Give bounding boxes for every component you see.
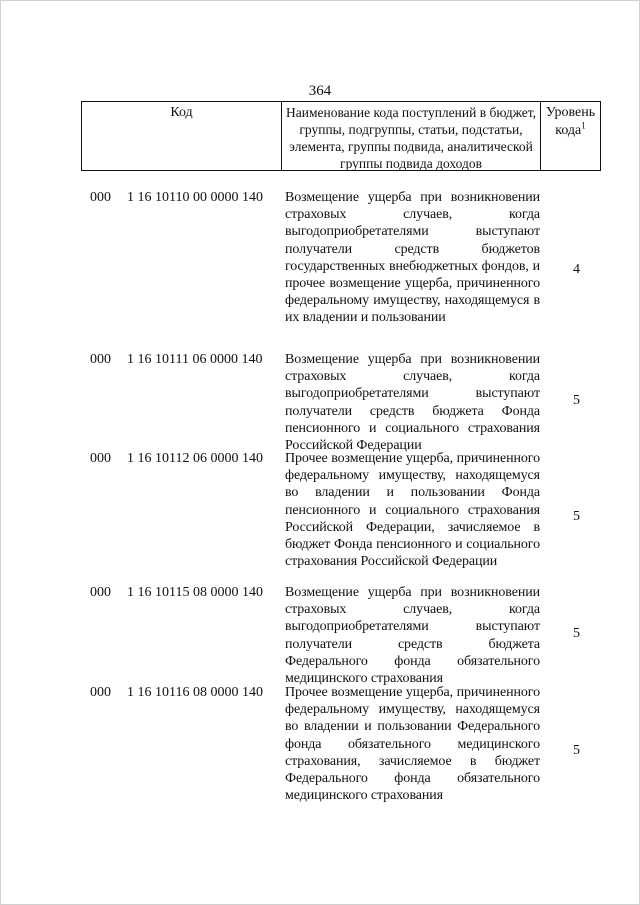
table-row	[81, 584, 601, 687]
code-cell	[81, 584, 281, 684]
admin-code: 000	[90, 190, 111, 205]
code-cell	[81, 684, 281, 818]
code-level: 5	[573, 743, 580, 758]
table-row	[81, 450, 601, 584]
header-name: Наименование кода поступлений в бюджет, группы, подгруппы, статьи, подстатьи, элемента, группы подвида, аналитической группы подвида доходов	[282, 102, 541, 170]
header-level-footnote: 1	[581, 120, 586, 131]
page-number: 364	[308, 83, 332, 99]
revenue-code: 1 16 10111 06 0000 140	[127, 352, 263, 367]
code-level: 5	[573, 509, 580, 524]
table-row	[81, 684, 601, 818]
revenue-name: Возмещение ущерба при возникновении страховых случаев, когда выгодоприобретателями выступают получатели средств бюджетов государственных внебюджетных фондов, и прочее возмещение ущерба, причиненного федеральному имуществу, находящемуся в их владении и пользовании	[285, 190, 540, 326]
revenue-name: Прочее возмещение ущерба, причиненного федеральному имуществу, находящемуся во владении и пользовании Федерального фонда обязательного медицинского страхования, зачисляемое в бюджет Федерального фонда обязательного медицинского страхования	[285, 685, 540, 804]
code-cell	[81, 351, 281, 450]
admin-code: 000	[90, 585, 111, 600]
table-body	[81, 189, 601, 818]
header-code: Код	[82, 102, 282, 170]
code-level: 5	[573, 392, 580, 408]
revenue-name: Прочее возмещение ущерба, причиненного федеральному имуществу, находящемуся во владении и пользовании Фонда пенсионного и социального страхования Российской Федерации, зачисляемое в бюджет Фонда пенсионного и социального страхования Российской Федерации	[285, 451, 540, 570]
revenue-name: Возмещение ущерба при возникновении страховых случаев, когда выгодоприобретателями выступают получатели средств бюджета Фонда пенсионного и социального страхования Российской Федерации	[285, 352, 540, 454]
revenue-code: 1 16 10110 00 0000 140	[127, 190, 263, 205]
header-level-label: Уровень кода	[545, 105, 596, 138]
code-cell	[81, 189, 281, 351]
code-level: 4	[573, 262, 580, 277]
table-row	[81, 351, 601, 454]
admin-code: 000	[90, 451, 111, 466]
revenue-code: 1 16 10115 08 0000 140	[127, 585, 263, 600]
code-level: 5	[573, 626, 580, 641]
table-header	[81, 101, 601, 171]
admin-code: 000	[90, 685, 111, 700]
code-cell	[81, 450, 281, 584]
table-row	[81, 189, 601, 351]
revenue-code: 1 16 10112 06 0000 140	[127, 451, 263, 466]
header-level	[541, 102, 600, 170]
admin-code: 000	[90, 352, 111, 367]
revenue-name: Возмещение ущерба при возникновении страховых случаев, когда выгодоприобретателями выступают получатели средств бюджета Федерального фонда обязательного медицинского страхования	[285, 585, 540, 687]
revenue-code: 1 16 10116 08 0000 140	[127, 685, 263, 700]
